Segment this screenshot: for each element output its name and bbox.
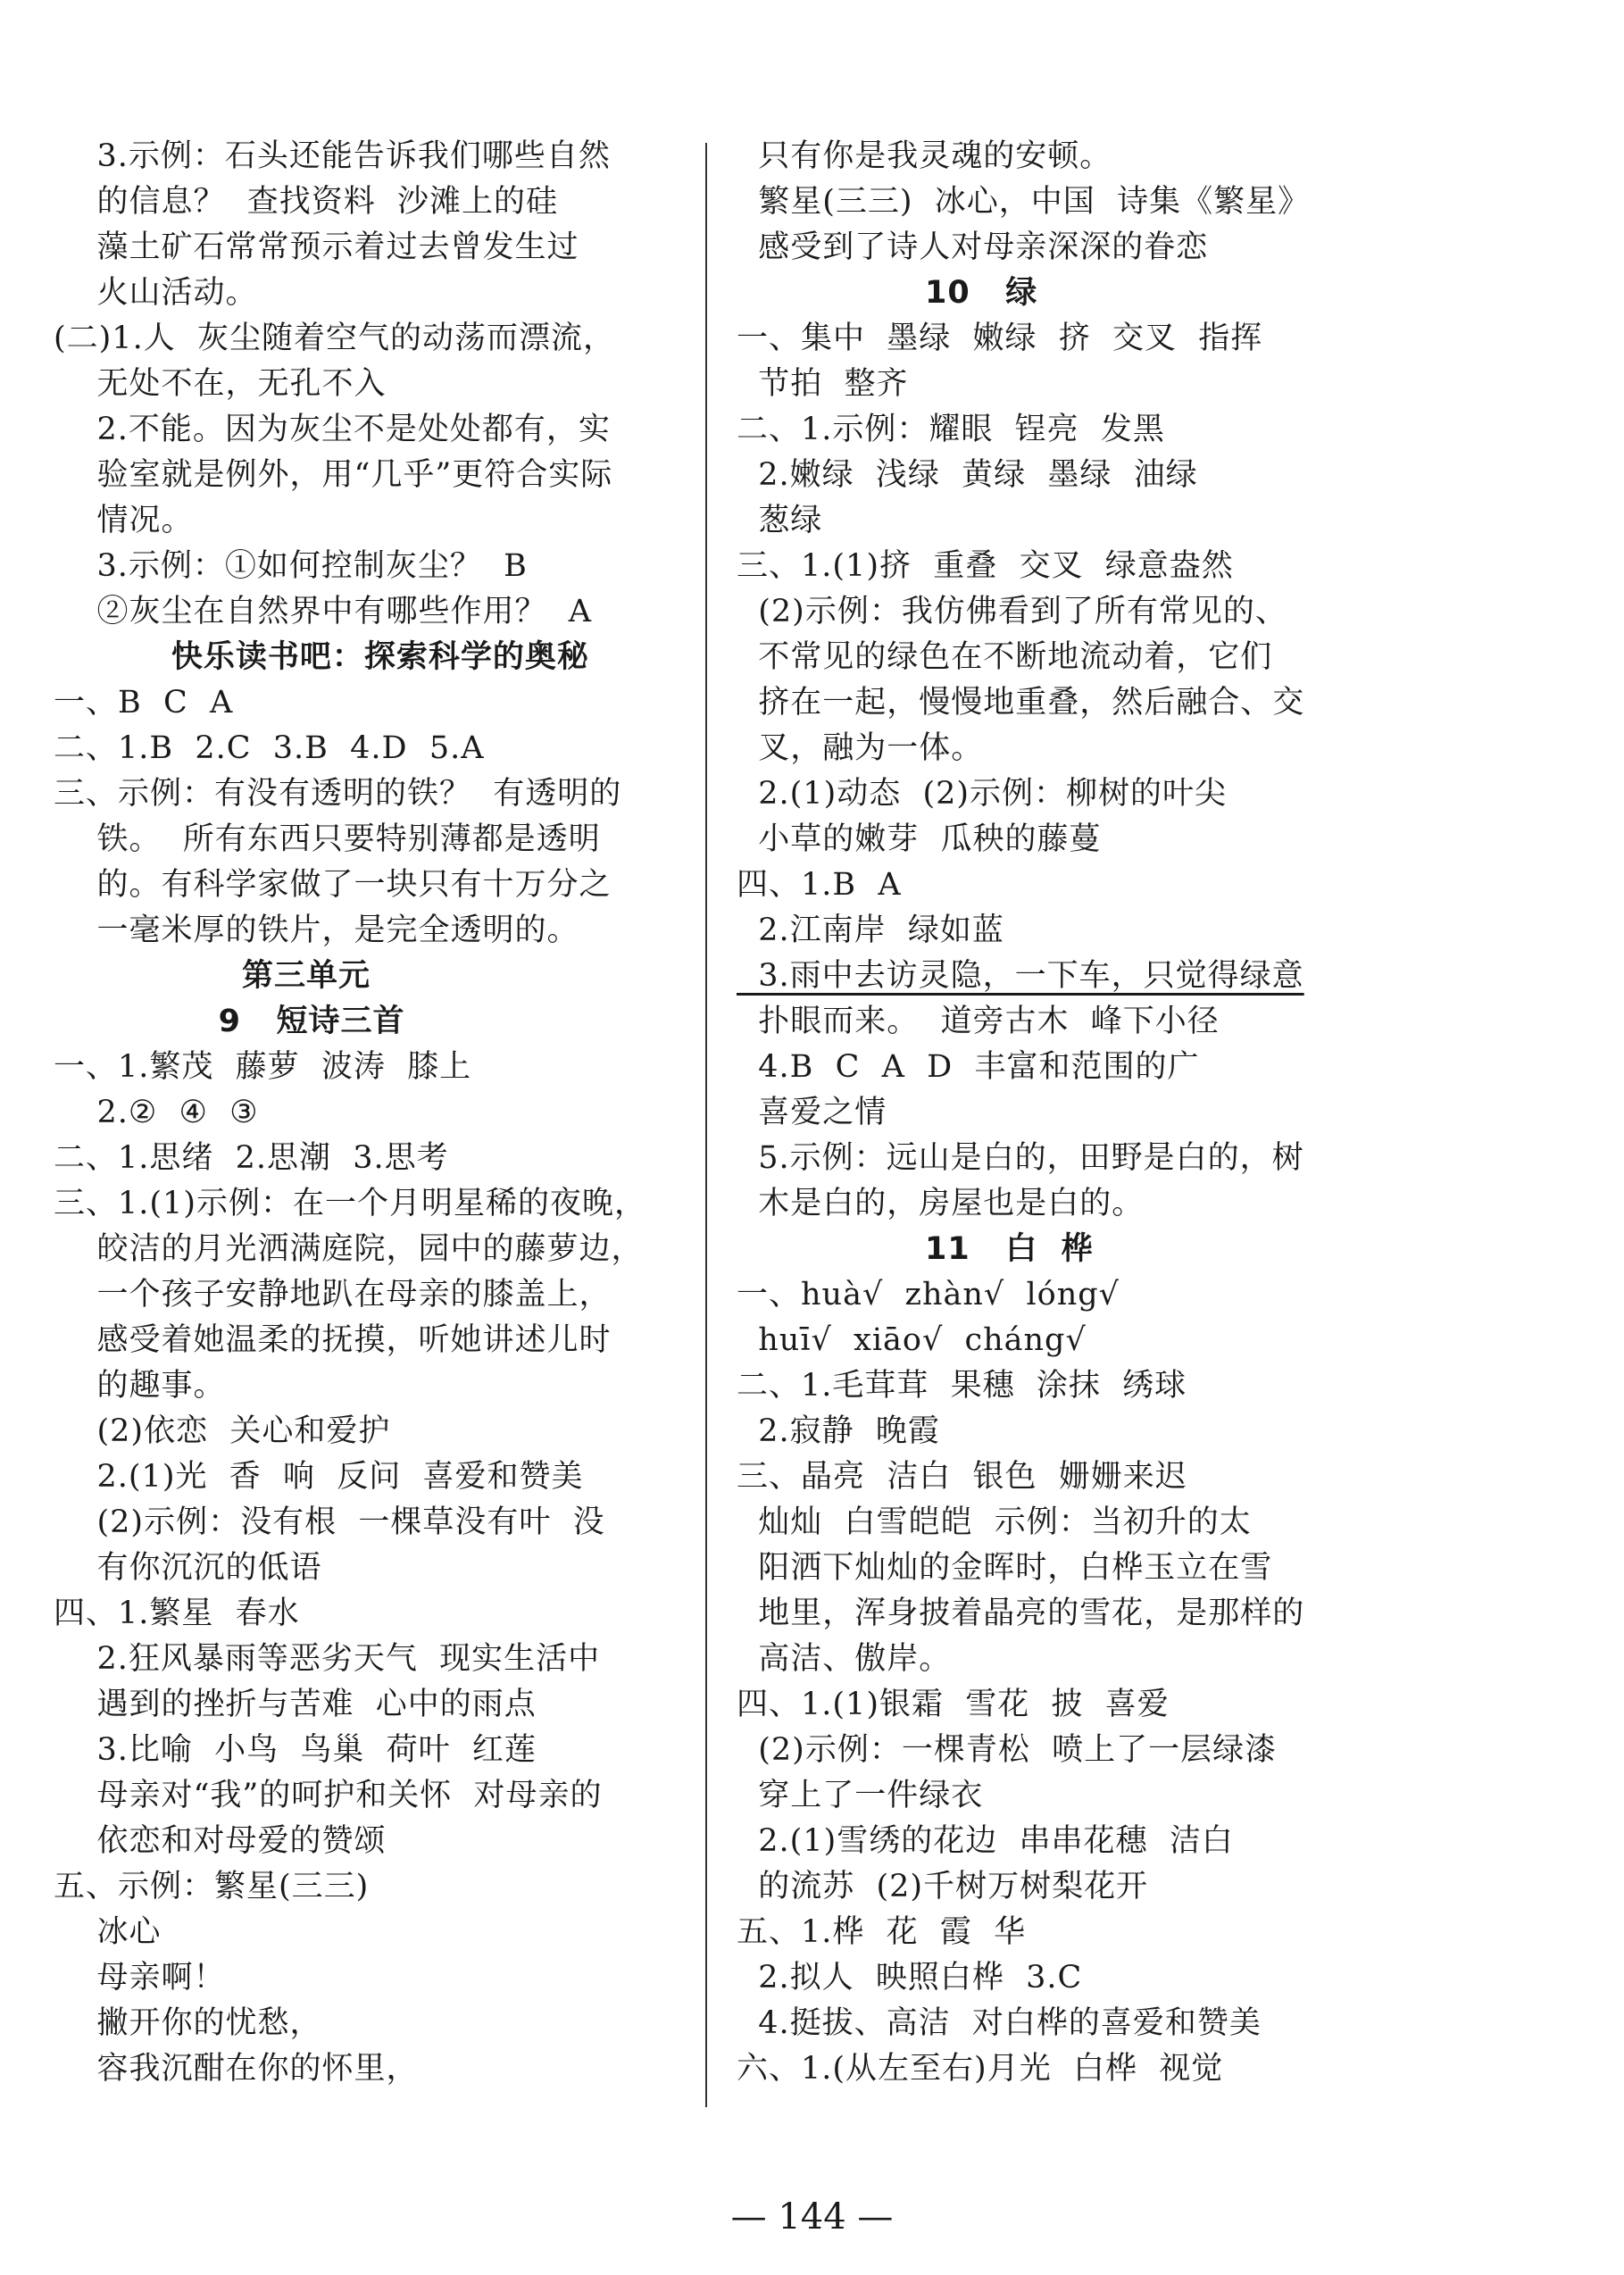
text-line: 一、huà√ zhàn√ lóng√: [737, 1277, 1120, 1312]
text-line: 3.示例：石头还能告诉我们哪些自然: [54, 138, 611, 174]
text-line: 容我沉酣在你的怀里，: [54, 2051, 419, 2087]
text-line: 一、1.繁茂 藤萝 波涛 膝上: [54, 1049, 472, 1085]
text-line: 藻土矿石常常预示着过去曾发生过: [54, 229, 579, 265]
text-line: 五、示例：繁星(三三): [54, 1869, 370, 1904]
text-line: 的信息？ 查找资料 沙滩上的硅: [54, 184, 559, 220]
text-line: 依恋和对母爱的赞颂: [54, 1823, 387, 1859]
text-line: 地里，浑身披着晶亮的雪花，是那样的: [737, 1596, 1305, 1631]
text-line: 高洁、傲岸。: [737, 1641, 952, 1677]
text-line: (二)1.人 灰尘随着空气的动荡而漂流，: [54, 321, 615, 356]
lesson-heading: 9 短诗三首: [54, 1004, 405, 1039]
text-line: 喜爱之情: [737, 1095, 887, 1130]
text-line: 葱绿: [737, 503, 823, 538]
text-line: huī√ xiāo√ cháng√: [737, 1322, 1087, 1358]
text-line: 感受着她温柔的抚摸，听她讲述儿时: [54, 1322, 612, 1358]
text-line: 有你沉沉的低语: [54, 1550, 322, 1586]
text-line: 小草的嫩芽 瓜秧的藤蔓: [737, 821, 1102, 857]
text-line: 二、1.思绪 2.思潮 3.思考: [54, 1140, 449, 1176]
text-line: 三、示例：有没有透明的铁？ 有透明的: [54, 776, 622, 812]
text-line: 灿灿 白雪皑皑 示例：当初升的太: [737, 1504, 1252, 1540]
underlined-answer-line: 3.雨中去访灵隐，一下车，只觉得绿意: [737, 958, 1304, 994]
text-line: 叉，融为一体。: [737, 730, 984, 766]
text-line: 火山活动。: [54, 275, 258, 311]
text-line: 2.拟人 映照白桦 3.C: [737, 1960, 1083, 1996]
text-line: 六、1.(从左至右)月光 白桦 视觉: [737, 2051, 1224, 2087]
text-line: 2.(1)雪绣的花边 串串花穗 洁白: [737, 1823, 1234, 1859]
text-line: (2)示例：我仿佛看到了所有常见的、: [737, 594, 1287, 629]
lesson-heading: 11 白 桦: [737, 1231, 1094, 1267]
text-line: 母亲对“我”的呵护和关怀 对母亲的: [54, 1778, 603, 1813]
lesson-heading: 10 绿: [737, 275, 1038, 311]
text-line: 3.比喻 小鸟 鸟巢 荷叶 红莲: [54, 1732, 537, 1768]
text-line: 二、1.B 2.C 3.B 4.D 5.A: [54, 730, 485, 766]
text-line: 阳洒下灿灿的金晖时，白桦玉立在雪: [737, 1550, 1273, 1586]
text-line: 4.挺拔、高洁 对白桦的喜爱和赞美: [737, 2005, 1262, 2041]
text-line: 铁。 所有东西只要特别薄都是透明: [54, 821, 601, 857]
text-line: 3.示例：①如何控制灰尘？ B: [54, 548, 528, 584]
text-line: 2.江南岸 绿如蓝: [737, 912, 1004, 948]
text-line: 一、B C A: [54, 685, 234, 721]
text-line: 二、1.毛茸茸 果穗 涂抹 绣球: [737, 1368, 1187, 1404]
text-line: 三、1.(1)示例：在一个月明星稀的夜晚，: [54, 1186, 646, 1221]
text-line: 扑眼而来。 道旁古木 峰下小径: [737, 1004, 1220, 1039]
text-line: 只有你是我灵魂的安顿。: [737, 138, 1112, 174]
text-line: 无处不在，无孔不入: [54, 366, 387, 402]
text-line: 一毫米厚的铁片，是完全透明的。: [54, 912, 579, 948]
text-line: 2.不能。因为灰尘不是处处都有，实: [54, 412, 611, 447]
text-line: 皎洁的月光洒满庭院，园中的藤萝边，: [54, 1231, 644, 1267]
text-line: 4.B C A D 丰富和范围的广: [737, 1049, 1200, 1085]
text-line: 情况。: [54, 503, 194, 538]
text-line: 遇到的挫折与苦难 心中的雨点: [54, 1687, 537, 1722]
text-line: 2.寂静 晚霞: [737, 1413, 940, 1449]
text-line: 挤在一起，慢慢地重叠，然后融合、交: [737, 685, 1305, 721]
text-line: 2.② ④ ③: [54, 1095, 259, 1130]
text-line: 繁星(三三) 冰心，中国 诗集《繁星》: [737, 184, 1311, 220]
text-line: 一、集中 墨绿 嫩绿 挤 交叉 指挥: [737, 321, 1263, 356]
page-number: — 144 —: [730, 2196, 894, 2238]
text-line: 冰心: [54, 1914, 162, 1950]
text-line: (2)依恋 关心和爱护: [54, 1413, 391, 1449]
text-line: 节拍 整齐: [737, 366, 909, 402]
text-line: (2)示例：一棵青松 喷上了一层绿漆: [737, 1732, 1278, 1768]
section-heading: 快乐读书吧：探索科学的奥秘: [54, 639, 589, 675]
text-line: 三、晶亮 洁白 银色 姗姗来迟: [737, 1459, 1187, 1495]
text-line: 母亲啊！: [54, 1960, 226, 1996]
text-line: 的。有科学家做了一块只有十万分之: [54, 867, 612, 903]
text-line: 四、1.(1)银霜 雪花 披 喜爱: [737, 1687, 1170, 1722]
text-line: 撇开你的忧愁，: [54, 2005, 322, 2041]
text-line: 2.嫩绿 浅绿 黄绿 墨绿 油绿: [737, 457, 1198, 493]
text-line: 穿上了一件绿衣: [737, 1778, 984, 1813]
text-line: 2.狂风暴雨等恶劣天气 现实生活中: [54, 1641, 601, 1677]
text-line: 二、1.示例：耀眼 锃亮 发黑: [737, 412, 1165, 447]
text-line: 一个孩子安静地趴在母亲的膝盖上，: [54, 1277, 612, 1312]
text-line: 四、1.繁星 春水: [54, 1596, 300, 1631]
unit-heading: 第三单元: [54, 958, 371, 994]
text-line: 木是白的，房屋也是白的。: [737, 1186, 1145, 1221]
text-line: 2.(1)动态 (2)示例：柳树的叶尖: [737, 776, 1228, 812]
text-line: 三、1.(1)挤 重叠 交叉 绿意盎然: [737, 548, 1234, 584]
text-line: 感受到了诗人对母亲深深的眷恋: [737, 229, 1209, 265]
text-line: 不常见的绿色在不断地流动着，它们: [737, 639, 1273, 675]
text-line: (2)示例：没有根 一棵草没有叶 没: [54, 1504, 605, 1540]
text-line: 五、1.桦 花 霞 华: [737, 1914, 1027, 1950]
text-line: 2.(1)光 香 响 反问 喜爱和赞美: [54, 1459, 584, 1495]
text-line: 验室就是例外，用“几乎”更符合实际: [54, 457, 613, 493]
text-line: ②灰尘在自然界中有哪些作用？ A: [54, 594, 593, 629]
text-line: 的流苏 (2)千树万树梨花开: [737, 1869, 1149, 1904]
text-line: 5.示例：远山是白的，田野是白的，树: [737, 1140, 1304, 1176]
text-line: 四、1.B A: [737, 867, 902, 903]
text-line: 的趣事。: [54, 1368, 226, 1404]
column-divider: [705, 143, 707, 2107]
